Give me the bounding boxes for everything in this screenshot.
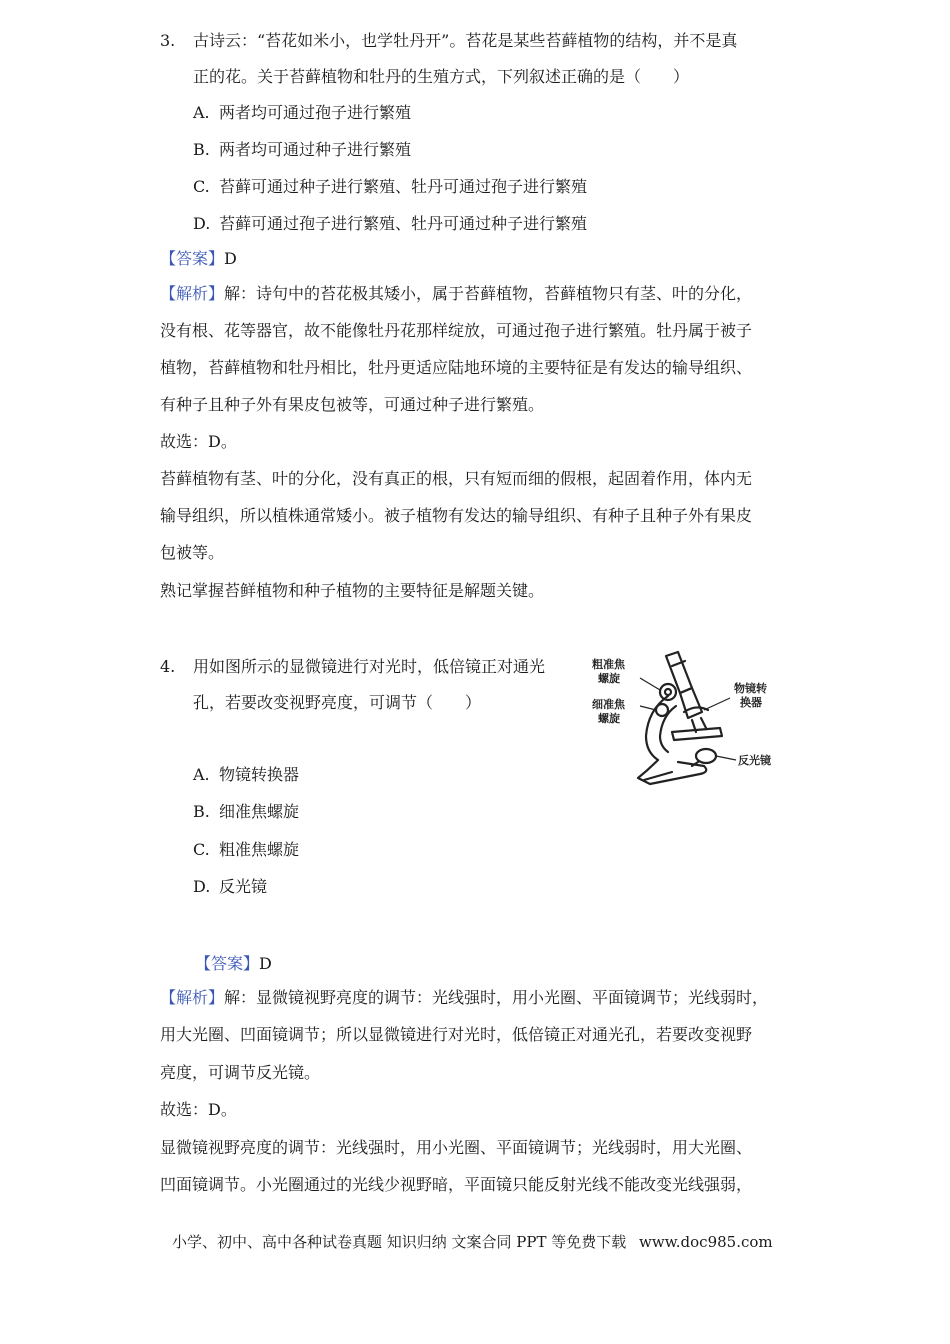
option-text: 两者均可通过种子进行繁殖: [219, 140, 412, 159]
page-footer: [172, 1231, 773, 1253]
question-3-option-c: [193, 176, 587, 198]
figure-label-converter-1: 物镜转: [734, 682, 767, 695]
figure-label-mirror: 反光镜: [738, 754, 771, 767]
option-letter: C.: [193, 177, 210, 196]
option-letter: A.: [193, 103, 210, 122]
question-4-analysis-line3: 亮度，可调节反光镜。: [160, 1063, 321, 1082]
answer-value: D: [224, 249, 237, 268]
question-4-stem-line2: 孔，若要改变视野亮度，可调节（ ）: [193, 693, 482, 712]
question-4-choice: 故选：D。: [160, 1100, 237, 1119]
question-4-option-a: [193, 764, 299, 786]
figure-label-fine-1: 细准焦: [592, 698, 625, 711]
answer-value: D: [259, 954, 272, 973]
analysis-tag: 【解析】: [160, 988, 225, 1007]
question-4-analysis-line2: 用大光圈、凹面镜调节；所以显微镜进行对光时，低倍镜正对通光孔，若要改变视野: [160, 1025, 753, 1044]
footer-text: 小学、初中、高中各种试卷真题 知识归纳 文案合同 PPT 等免费下载: [172, 1233, 627, 1251]
question-3-note-line4: 熟记掌握苔鲜植物和种子植物的主要特征是解题关键。: [160, 581, 545, 600]
question-4-option-b: [193, 801, 299, 823]
option-letter: B.: [193, 802, 210, 821]
question-4-option-d: [193, 876, 267, 898]
option-letter: D.: [193, 877, 211, 896]
question-4-option-c: [193, 839, 299, 861]
question-3-number: 3.: [160, 31, 176, 50]
option-letter: D.: [193, 214, 211, 233]
option-letter: C.: [193, 840, 210, 859]
question-3-option-d: [193, 213, 587, 235]
question-3-note-line3: 包被等。: [160, 543, 225, 562]
question-4-stem-line1: 用如图所示的显微镜进行对光时，低倍镜正对通光: [193, 657, 546, 676]
question-4-note-line1: 显微镜视野亮度的调节：光线强时，用小光圈、平面镜调节；光线弱时，用大光圈、: [160, 1138, 753, 1157]
question-3-answer: [160, 248, 237, 270]
question-3-analysis-line3: 植物，苔藓植物和牡丹相比，牡丹更适应陆地环境的主要特征是有发达的输导组织、: [160, 358, 753, 377]
answer-tag: 【答案】: [160, 249, 225, 268]
analysis-text: 解：诗句中的苔花极其矮小，属于苔藓植物，苔藓植物只有茎、叶的分化，: [224, 284, 753, 303]
option-text: 物镜转换器: [219, 765, 300, 784]
question-3-analysis-line2: 没有根、花等器官，故不能像牡丹花那样绽放，可通过孢子进行繁殖。牡丹属于被子: [160, 321, 753, 340]
option-text: 反光镜: [219, 877, 268, 896]
figure-label-converter-2: 换器: [740, 696, 762, 709]
question-3-note-line1: 苔藓植物有茎、叶的分化，没有真正的根，只有短而细的假根，起固着作用，体内无: [160, 469, 753, 488]
question-3-analysis-line1: [160, 283, 752, 305]
question-3-option-a: [193, 102, 411, 124]
figure-label-coarse-2: 螺旋: [598, 672, 620, 685]
option-text: 苔藓可通过孢子进行繁殖、牡丹可通过种子进行繁殖: [219, 214, 588, 233]
question-3-option-b: [193, 139, 411, 161]
question-3-stem-line2: 正的花。关于苔藓植物和牡丹的生殖方式，下列叙述正确的是（ ）: [193, 67, 690, 86]
question-4-analysis-line1: [160, 987, 768, 1009]
option-letter: B.: [193, 140, 210, 159]
analysis-tag: 【解析】: [160, 284, 225, 303]
question-3-analysis-line4: 有种子且种子外有果皮包被等，可通过种子进行繁殖。: [160, 395, 545, 414]
microscope-drawing: [638, 652, 722, 784]
figure-label-fine-2: 螺旋: [598, 712, 620, 725]
answer-tag: 【答案】: [195, 954, 260, 973]
question-3-note-line2: 输导组织，所以植株通常矮小。被子植物有发达的输导组织、有种子且种子外有果皮: [160, 506, 753, 525]
option-text: 粗准焦螺旋: [219, 840, 300, 859]
analysis-text: 解：显微镜视野亮度的调节：光线强时，用小光圈、平面镜调节；光线弱时，: [224, 988, 769, 1007]
footer-url[interactable]: www.doc985.com: [639, 1233, 773, 1251]
option-letter: A.: [193, 765, 210, 784]
option-text: 两者均可通过孢子进行繁殖: [219, 103, 412, 122]
question-4-note-line2: 凹面镜调节。小光圈通过的光线少视野暗，平面镜只能反射光线不能改变光线强弱，: [160, 1175, 753, 1194]
option-text: 苔藓可通过种子进行繁殖、牡丹可通过孢子进行繁殖: [219, 177, 588, 196]
option-text: 细准焦螺旋: [219, 802, 300, 821]
question-3-choice: 故选：D。: [160, 432, 237, 451]
microscope-figure: [588, 648, 788, 793]
figure-label-coarse-1: 粗准焦: [592, 658, 625, 671]
question-4-answer: [195, 953, 272, 975]
question-4-number: 4.: [160, 657, 176, 676]
question-3-stem-line1: 古诗云：“苔花如米小，也学牡丹开”。苔花是某些苔藓植物的结构，并不是真: [193, 31, 738, 50]
